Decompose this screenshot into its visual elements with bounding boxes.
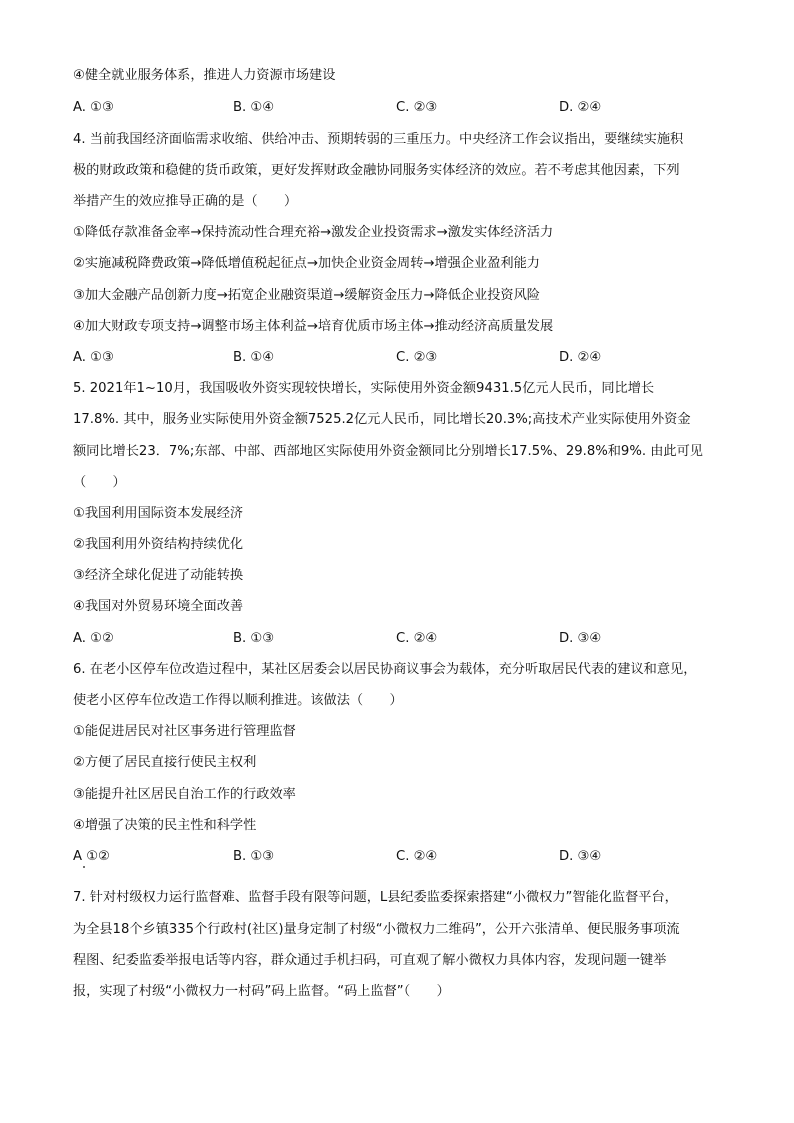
q4-stem-line-3: 举措产生的效应推导正确的是（ ）: [73, 194, 298, 209]
q4-option-a[interactable]: A. ①③: [73, 350, 114, 365]
q6-item-2: ②方便了居民直接行使民主权利: [73, 755, 257, 770]
q5-stem-line-4: （ ）: [73, 475, 126, 490]
q7-stem-line-1: 7. 针对村级权力运行监督难、监督手段有限等问题，L县纪委监委探索搭建“小微权力”智能化监督平台，: [73, 890, 678, 905]
q5-stem-line-2: 17.8%. 其中，服务业实际使用外资金额7525.2亿元人民币，同比增长20.3%;高技术产业实际使用外资金: [73, 412, 691, 427]
q5-option-a[interactable]: A. ①②: [73, 631, 114, 646]
q4-stem-line-1: 4. 当前我国经济面临需求收缩、供给冲击、预期转弱的三重压力。中央经济工作会议指出，要继续实施积: [73, 132, 684, 147]
q6-stem-line-1: 6. 在老小区停车位改造过程中，某社区居委会以居民协商议事会为载体，充分听取居民代表的建议和意见，: [73, 662, 697, 677]
q4-item-1: ①降低存款准备金率→保持流动性合理充裕→激发企业投资需求→激发实体经济活力: [73, 225, 554, 240]
q4-stem-line-2: 极的财政政策和稳健的货币政策，更好发挥财政金融协同服务实体经济的效应。若不考虑其他因素，下列: [73, 163, 680, 178]
q3-options: [73, 98, 713, 118]
q3-option-b[interactable]: B. ①④: [233, 100, 275, 115]
q4-item-2: ②实施减税降费政策→降低增值税起征点→加快企业资金周转→增强企业盈利能力: [73, 256, 540, 271]
q5-stem-line-1: 5. 2021年1~10月，我国吸收外资实现较快增长，实际使用外资金额9431.5亿元人民币，同比增长: [73, 381, 655, 396]
q5-option-c[interactable]: C. ②④: [396, 631, 438, 646]
q5-item-1: ①我国利用国际资本发展经济: [73, 506, 244, 521]
q4-item-4: ④加大财政专项支持→调整市场主体利益→培育优质市场主体→推动经济高质量发展: [73, 319, 554, 334]
q3-item-4: ④健全就业服务体系，推进人力资源市场建设: [73, 68, 336, 83]
q6-option-c[interactable]: C. ②④: [396, 849, 438, 864]
q3-option-c[interactable]: C. ②③: [396, 100, 438, 115]
q7-stem-line-2: 为全县18个乡镇335个行政村(社区)量身定制了村级“小微权力二维码”，公开六张清单、便民服务事项流: [73, 922, 680, 937]
stray-dot-mark: [83, 866, 85, 868]
q5-item-4: ④我国对外贸易环境全面改善: [73, 599, 244, 614]
q6-item-3: ③能提升社区居民自治工作的行政效率: [73, 787, 296, 802]
q4-option-b[interactable]: B. ①④: [233, 350, 275, 365]
q5-stem-line-3: 额同比增长23．7%;东部、中部、西部地区实际使用外资金额同比分别增长17.5%、29.8%和9%. 由此可见: [73, 444, 703, 459]
q5-item-2: ②我国利用外资结构持续优化: [73, 537, 244, 552]
q4-option-c[interactable]: C. ②③: [396, 350, 438, 365]
q6-option-a[interactable]: A ①②: [73, 849, 110, 864]
q5-options: [73, 629, 713, 649]
q4-item-3: ③加大金融产品创新力度→拓宽企业融资渠道→缓解资金压力→降低企业投资风险: [73, 288, 540, 303]
q6-option-b[interactable]: B. ①③: [233, 849, 275, 864]
q6-item-4: ④增强了决策的民主性和科学性: [73, 818, 257, 833]
q4-option-d[interactable]: D. ②④: [559, 350, 602, 365]
q7-stem-line-3: 程图、纪委监委举报电话等内容，群众通过手机扫码，可直观了解小微权力具体内容，发现问题一键举: [73, 953, 667, 968]
q3-option-a[interactable]: A. ①③: [73, 100, 114, 115]
q6-item-1: ①能促进居民对社区事务进行管理监督: [73, 724, 296, 739]
q6-options: [73, 847, 713, 867]
q6-option-d[interactable]: D. ③④: [559, 849, 602, 864]
q7-stem-line-4: 报，实现了村级“小微权力一村码”码上监督。“码上监督”（ ）: [73, 984, 450, 999]
q4-options: [73, 348, 713, 368]
q6-stem-line-2: 使老小区停车位改造工作得以顺利推进。该做法（ ）: [73, 693, 403, 708]
q5-item-3: ③经济全球化促进了动能转换: [73, 568, 244, 583]
q5-option-b[interactable]: B. ①③: [233, 631, 275, 646]
q3-option-d[interactable]: D. ②④: [559, 100, 602, 115]
q5-option-d[interactable]: D. ③④: [559, 631, 602, 646]
